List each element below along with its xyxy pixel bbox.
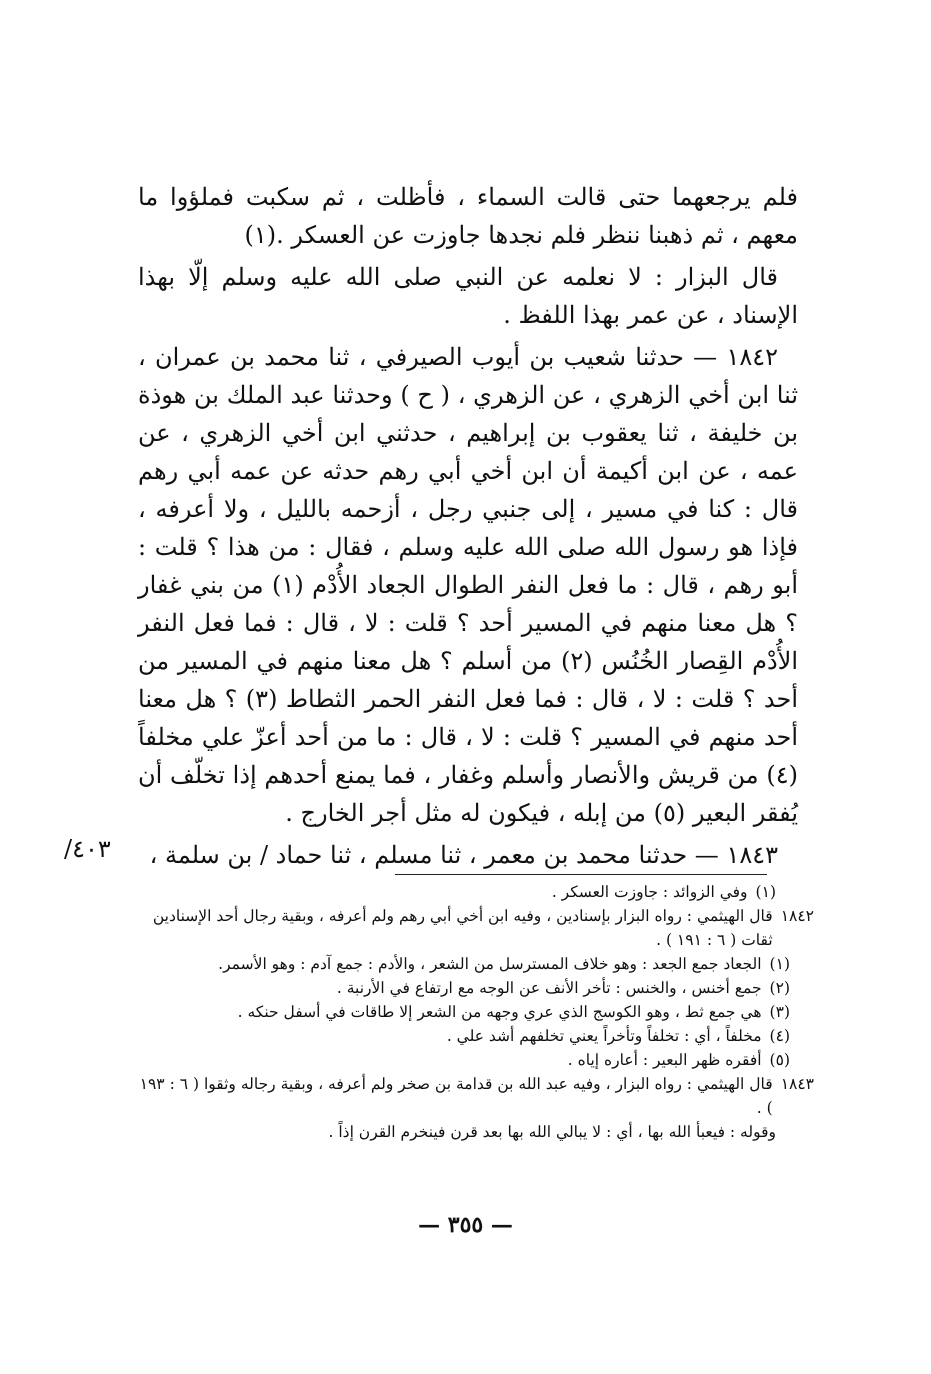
page-number: — ٣٥٥ — xyxy=(418,1212,513,1238)
paragraph: قال البزار : لا نعلمه عن النبي صلى الله عليه وسلم إلّا بهذا الإسناد ، عن عمر بهذا اللفظ . xyxy=(138,263,798,329)
footnote-text: وقوله : فيعبأ الله بها ، أي : لا يبالي الله بها بعد قرن فينخرم القرن إذاً . xyxy=(328,1123,776,1141)
footnote-number: ١٨٤٣ xyxy=(780,1075,814,1093)
main-text xyxy=(138,178,798,874)
margin-reference: ٤٠٣/ xyxy=(64,835,111,863)
footnote-text: وفي الزوائد : جاوزت العسكر . xyxy=(551,883,748,901)
footnote xyxy=(138,1048,814,1072)
footnote xyxy=(138,1000,814,1024)
footnote-text: قال الهيثمي : رواه البزار بإسنادين ، وفيه ابن أخي أبي رهم ولم أعرفه ، وبقية رجال أحد الإسنادين ثقات ( ٦ : ١٩١ ) . xyxy=(152,907,773,949)
footnote-text: قال الهيثمي : رواه البزار ، وفيه عبد الله بن قدامة بن صخر ولم أعرفه ، وبقية رجاله وثقوا ( ٦ : ١٩٣ ) . xyxy=(139,1075,773,1117)
footnote xyxy=(138,952,814,976)
footnote-text: مخلفاً ، أي : تخلفاً وتأخراً يعني تخلفهم أشد علي . xyxy=(446,1027,762,1045)
footnote-number: ١٨٤٢ xyxy=(780,907,814,925)
footnote-separator xyxy=(395,874,767,875)
footnote xyxy=(138,976,814,1000)
footnote xyxy=(138,880,814,904)
footnote-text: أفقره ظهر البعير : أعاره إياه . xyxy=(567,1051,762,1069)
footnote-number: (٤) xyxy=(769,1027,790,1045)
footnote-number: (٢) xyxy=(769,979,790,997)
footnotes xyxy=(138,880,814,1144)
footnote-number: (١) xyxy=(769,955,790,973)
footnote-text: هي جمع ثط ، وهو الكوسج الذي عري وجهه من الشعر إلا طاقات في أسفل حنكه . xyxy=(237,1003,762,1021)
footnote xyxy=(138,1120,814,1144)
footnote xyxy=(138,904,814,952)
footnote-number: (١) xyxy=(755,883,776,901)
paragraph: ١٨٤٣ — حدثنا محمد بن معمر ، ثنا مسلم ، ثنا حماد / بن سلمة ، xyxy=(149,841,778,869)
footnote-text: الجعاد جمع الجعد : وهو خلاف المسترسل من الشعر ، والأدم : جمع آدم : وهو الأسمر. xyxy=(218,955,762,973)
paragraph: ١٨٤٢ — حدثنا شعيب بن أيوب الصيرفي ، ثنا محمد بن عمران ، ثنا ابن أخي الزهري ، عن الزهري ، ( ح ) وحدثنا عبد الملك بن هوذة بن خليفة ، ثنا يعقوب بن إبراهيم ، حدثني ابن أخي الزهري ، عن عمه ، عن ابن أكيمة أن ابن أخي أبي رهم حدثه عن عمه أبي رهم قال : كنا في مسير ، إلى جنبي رجل ، أزحمه بالليل ، ولا أعرفه ، فإذا هو رسول الله صلى الله عليه وسلم ، فقال : من هذا ؟ قلت : أبو رهم ، قال : ما فعل النفر الطوال الجعاد الأُدْم (١) من بني غفار ؟ هل معنا منهم في المسير أحد ؟ قلت : لا ، قال : فما فعل النفر الأُدْم القِصار الخُنُس (٢) من أسلم ؟ هل معنا منهم في المسير من أحد ؟ قلت : لا ، قال : فما فعل النفر الحمر الثطاط (٣) ؟ هل معنا أحد منهم في المسير ؟ قلت : لا ، قال : ما من أحد أعزّ علي مخلفاً (٤) من قريش والأنصار وأسلم وغفار ، فما يمنع أحدهم إذا تخلّف أن يُفقر البعير (٥) من إبله ، فيكون له مثل أجر الخارج . xyxy=(138,343,798,827)
footnote-number: (٥) xyxy=(769,1051,790,1069)
footnote-text: جمع أخنس ، والخنس : تأخر الأنف عن الوجه مع ارتفاع في الأرنبة . xyxy=(336,979,762,997)
paragraph: فلم يرجعهما حتى قالت السماء ، فأظلت ، ثم سكبت فملؤوا ما معهم ، ثم ذهبنا ننظر فلم نجدها جاوزت عن العسكر .(١) xyxy=(138,183,798,249)
footnote xyxy=(138,1072,814,1120)
footnote xyxy=(138,1024,814,1048)
footnote-number: (٣) xyxy=(769,1003,790,1021)
